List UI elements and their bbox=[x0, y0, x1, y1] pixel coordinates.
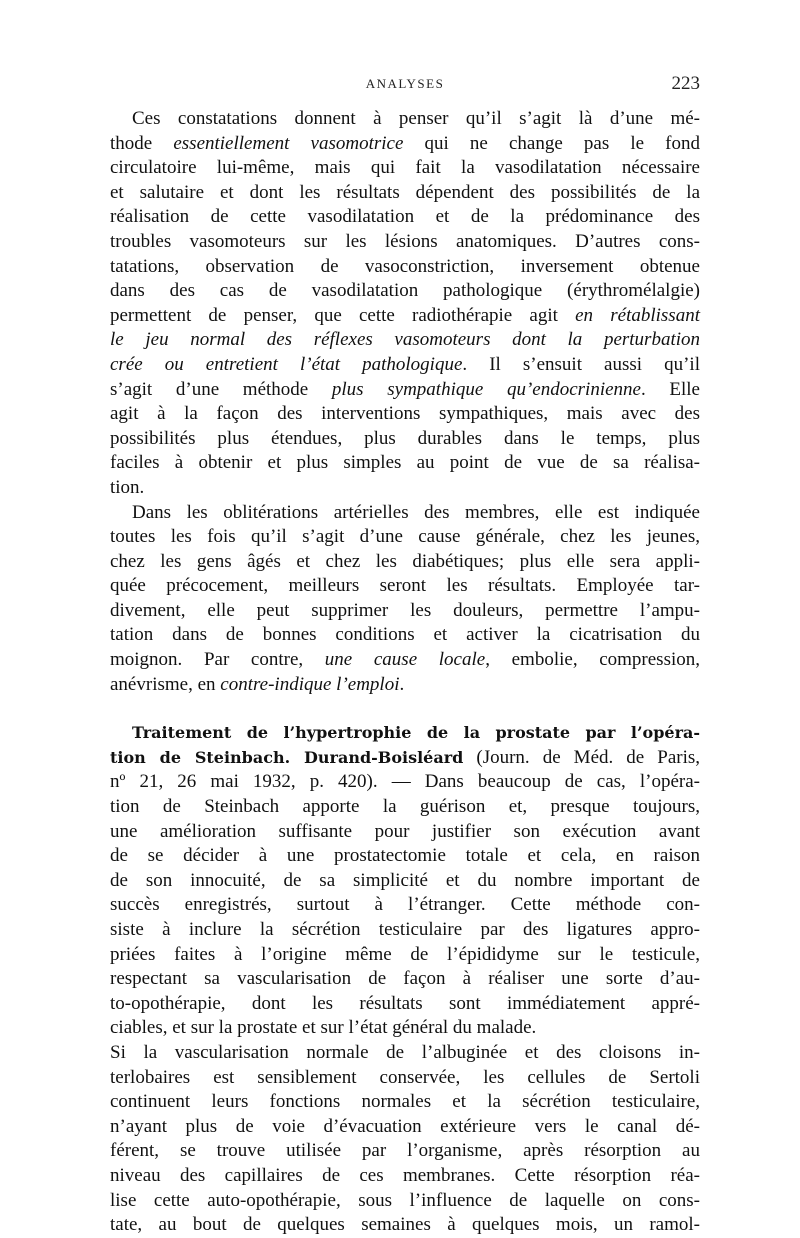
text-line: continuent leurs fonctions normales et la sécrétion testiculaire, bbox=[110, 1091, 700, 1113]
article-title bbox=[110, 721, 700, 746]
italic-text: crée ou entretient l’état pathologique bbox=[110, 353, 463, 375]
text-line: tatations, observation de vasoconstriction, inversement obtenue bbox=[110, 255, 700, 277]
text-line: siste à inclure la sécrétion testiculaire par des ligatures appro- bbox=[110, 919, 700, 940]
text-line: tate, au bout de quelques semaines à quelques mois, un ramol- bbox=[110, 1214, 700, 1236]
text-line: terlobaires est sensiblement conservée, les cellules de Sertoli bbox=[110, 1066, 700, 1088]
text-line: crée ou entretient l’état pathologique. Il s’ensuit aussi qu’il bbox=[110, 353, 700, 375]
italic-text: une cause locale bbox=[324, 649, 486, 671]
text-line: succès enregistrés, surtout à l’étranger. Cette méthode con- bbox=[110, 894, 700, 916]
text-line: s’agit d’une méthode plus sympathique qu’endocrinienne. Elle bbox=[110, 378, 700, 400]
article-title-bold: Traitement de l’hypertrophie de la prostate par l’opéra- bbox=[132, 723, 700, 743]
text-line: possibilités plus étendues, plus durables dans le temps, plus bbox=[110, 427, 700, 449]
text-line: quée précocement, meilleurs seront les résultats. Employée tar- bbox=[110, 575, 700, 597]
page-header bbox=[110, 73, 700, 100]
article-title bbox=[110, 746, 700, 771]
text-line: de se décider à une prostatectomie totale et cela, en raison bbox=[110, 845, 700, 867]
text-line: tion de Steinbach apporte la guérison et, presque toujours, bbox=[110, 796, 700, 818]
text-line: Dans les oblitérations artérielles des membres, elle est indiquée bbox=[132, 501, 700, 523]
text-line: agit à la façon des interventions sympathiques, mais avec des bbox=[110, 403, 700, 425]
italic-text: en rétablissant bbox=[575, 304, 700, 326]
text-line: n’ayant plus de voie d’évacuation extérieure vers le canal dé- bbox=[110, 1115, 700, 1137]
text-line: faciles à obtenir et plus simples au point de vue de sa réalisa- bbox=[110, 452, 700, 474]
text-line: moignon. Par contre, une cause locale, embolie, compression, bbox=[110, 649, 701, 671]
text-line: tation dans de bonnes conditions et activer la cicatrisation du bbox=[110, 624, 700, 646]
article-citation: (Journ. de Méd. de Paris, bbox=[476, 746, 700, 768]
italic-text: plus sympathique qu’endocrinienne bbox=[331, 378, 641, 400]
text-line: niveau des capillaires de ces membranes. Cette résorption réa- bbox=[110, 1164, 700, 1186]
italic-text: essentiellement vasomotrice bbox=[173, 132, 404, 154]
italic-text: le jeu normal des réflexes vasomoteurs dont la perturbation bbox=[110, 329, 700, 351]
italic-text: contre-indique l’emploi bbox=[220, 673, 400, 695]
text-line: lise cette auto-opothérapie, sous l’influence de laquelle on cons- bbox=[110, 1189, 700, 1211]
text-line: toutes les fois qu’il s’agit d’une cause générale, chez les jeunes, bbox=[110, 526, 700, 548]
text-line: anévrisme, en contre-indique l’emploi. bbox=[110, 673, 405, 695]
text-line: thode essentiellement vasomotrice qui ne change pas le fond bbox=[110, 132, 700, 154]
text-line: Ces constatations donnent à penser qu’il s’agit là d’une mé- bbox=[132, 108, 700, 129]
text-line: circulatoire lui-même, mais qui fait la vasodilatation nécessaire bbox=[110, 157, 700, 179]
text-line: troubles vasomoteurs sur les lésions anatomiques. D’autres cons- bbox=[110, 230, 700, 252]
text-line: réalisation de cette vasodilatation et de la prédominance des bbox=[110, 206, 700, 228]
text-line: férent, se trouve utilisée par l’organisme, après résorption au bbox=[110, 1140, 700, 1162]
text-line: nº 21, 26 mai 1932, p. 420). — Dans beaucoup de cas, l’opéra- bbox=[110, 771, 700, 793]
text-line: permettent de penser, que cette radiothérapie agit en rétablissant bbox=[110, 304, 700, 326]
page-number: 223 bbox=[671, 73, 700, 94]
article-title-bold: tion de Steinbach. Durand-Boisléard bbox=[110, 747, 464, 767]
text-line: divement, elle peut supprimer les douleurs, permettre l’ampu- bbox=[110, 599, 700, 621]
text-line: respectant sa vascularisation de façon à réaliser une sorte d’au- bbox=[110, 968, 700, 990]
text-line: dans des cas de vasodilatation pathologique (érythromélalgie) bbox=[110, 280, 700, 302]
text-line: et salutaire et dont les résultats dépendent des possibilités de la bbox=[110, 181, 700, 203]
text-line: de son innocuité, de sa simplicité et du nombre important de bbox=[110, 869, 700, 891]
text-line bbox=[110, 328, 700, 353]
text-line: une amélioration suffisante pour justifier son exécution avant bbox=[110, 820, 700, 842]
running-title: ANALYSES bbox=[365, 76, 445, 91]
text-line: ciables, et sur la prostate et sur l’état général du malade. bbox=[110, 1017, 537, 1039]
text-line: chez les gens âgés et chez les diabétiques; plus elle sera appli- bbox=[110, 550, 700, 572]
text-line: priées faites à l’origine même de l’épididyme sur le testicule, bbox=[110, 943, 700, 965]
text-line: Si la vascularisation normale de l’albuginée et des cloisons in- bbox=[110, 1041, 700, 1063]
text-line: tion. bbox=[110, 476, 145, 498]
section-gap bbox=[110, 697, 700, 721]
text-line: to-opothérapie, dont les résultats sont immédiatement appré- bbox=[110, 992, 700, 1014]
page-body bbox=[110, 107, 700, 1238]
